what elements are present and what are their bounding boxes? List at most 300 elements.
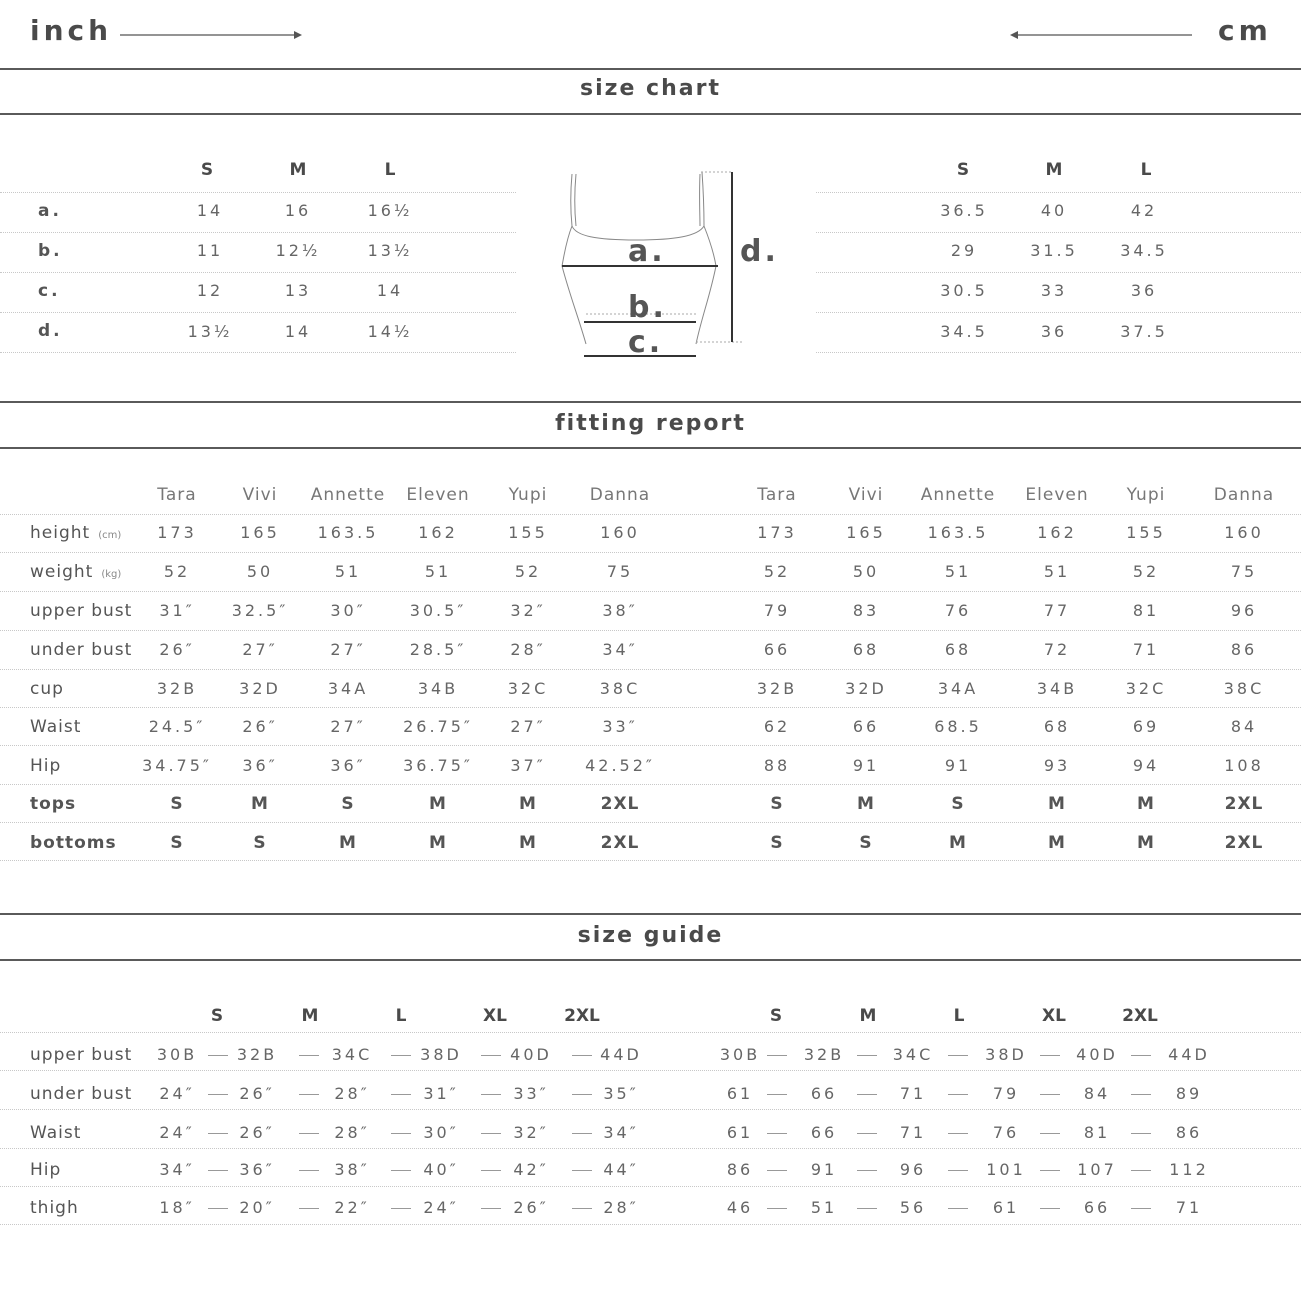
row-label-text: Waist: [30, 717, 82, 737]
fitting-cell: 69: [1132, 717, 1160, 736]
range-dash: [481, 1133, 501, 1134]
fitting-cell: 38C: [1223, 679, 1265, 698]
size-header: 2XL: [1122, 1006, 1158, 1026]
size-guide-cell: 30B: [719, 1045, 761, 1064]
row-label: thigh: [30, 1198, 79, 1218]
range-dash: [299, 1133, 319, 1134]
fitting-cell: M: [519, 794, 537, 814]
size-guide-cell: 44D: [1168, 1045, 1210, 1064]
fitting-cell: 163.5: [317, 523, 379, 542]
size-guide-cell: 42″: [513, 1160, 549, 1179]
fitting-cell: 52: [163, 562, 191, 581]
size-guide-cell: 96: [899, 1160, 927, 1179]
range-dash: [1040, 1133, 1060, 1134]
row-label-text: weight: [30, 562, 94, 582]
fitting-cell: 32B: [756, 679, 798, 698]
model-name: Danna: [1213, 485, 1275, 505]
diagram-label-a: a.: [628, 234, 666, 269]
size-guide-cell: 24″: [159, 1084, 195, 1103]
divider: [0, 959, 1301, 961]
size-header: XL: [1042, 1006, 1066, 1026]
fitting-cell: 42.52″: [585, 756, 655, 775]
size-guide-cell: 44″: [603, 1160, 639, 1179]
size-guide-cell: 18″: [159, 1198, 195, 1217]
fitting-cell: 38″: [602, 601, 638, 620]
fitting-cell: 81: [1132, 601, 1160, 620]
size-header: M: [301, 1006, 319, 1026]
row-label-text: bottoms: [30, 833, 117, 853]
fitting-cell: 51: [334, 562, 362, 581]
size-guide-cell: 31″: [423, 1084, 459, 1103]
size-chart-cell: 12½: [275, 241, 321, 260]
range-dash: [481, 1055, 501, 1056]
size-chart-cell: 14: [196, 201, 224, 220]
range-dash: [572, 1055, 592, 1056]
size-header: M: [1045, 160, 1063, 180]
range-dash: [481, 1094, 501, 1095]
row-label-text: tops: [30, 794, 77, 814]
model-name: Danna: [589, 485, 651, 505]
divider: [0, 401, 1301, 403]
size-guide-cell: 34C: [331, 1045, 373, 1064]
row-divider: [0, 707, 1301, 708]
fitting-cell: S: [951, 794, 965, 814]
fitting-cell: 36″: [242, 756, 278, 775]
range-dash: [767, 1133, 787, 1134]
range-dash: [767, 1208, 787, 1209]
size-chart-cell: 13: [284, 281, 312, 300]
model-name: Eleven: [406, 485, 470, 505]
unit-note: (cm): [98, 530, 122, 541]
fitting-cell: 160: [600, 523, 640, 542]
measure-label: c.: [38, 281, 61, 301]
range-dash: [948, 1133, 968, 1134]
fitting-cell: 37″: [510, 756, 546, 775]
size-guide-cell: 66: [1083, 1198, 1111, 1217]
size-guide-cell: 66: [810, 1123, 838, 1142]
inch-unit-label: inch: [30, 14, 113, 47]
row-divider: [0, 1186, 1301, 1187]
row-divider: [0, 1032, 1301, 1033]
range-dash: [391, 1170, 411, 1171]
model-name: Annette: [920, 485, 996, 505]
size-chart-cell: 12: [196, 281, 224, 300]
size-guide-cell: 26″: [513, 1198, 549, 1217]
row-divider: [0, 591, 1301, 592]
range-dash: [572, 1208, 592, 1209]
row-divider: [0, 1070, 1301, 1071]
range-dash: [299, 1170, 319, 1171]
size-header: 2XL: [564, 1006, 600, 1026]
fitting-cell: 108: [1224, 756, 1264, 775]
fitting-cell: 31″: [159, 601, 195, 620]
row-label: [30, 523, 121, 543]
size-guide-cell: 61: [992, 1198, 1020, 1217]
fitting-cell: 165: [846, 523, 886, 542]
range-dash: [391, 1208, 411, 1209]
range-dash: [1040, 1055, 1060, 1056]
fitting-cell: M: [1048, 794, 1066, 814]
size-header: S: [956, 160, 970, 180]
fitting-cell: 66: [763, 640, 791, 659]
row-divider: [0, 822, 1301, 823]
fitting-cell: M: [429, 833, 447, 853]
size-header: L: [395, 1006, 407, 1026]
range-dash: [299, 1094, 319, 1095]
range-dash: [208, 1094, 228, 1095]
fitting-cell: 32C: [507, 679, 549, 698]
size-guide-cell: 101: [986, 1160, 1026, 1179]
fitting-cell: 34.75″: [142, 756, 212, 775]
fitting-cell: 79: [763, 601, 791, 620]
range-dash: [572, 1094, 592, 1095]
size-guide-cell: 71: [1175, 1198, 1203, 1217]
size-guide-cell: 44D: [600, 1045, 642, 1064]
fitting-cell: 68: [852, 640, 880, 659]
size-chart-cell: 29: [950, 241, 978, 260]
fitting-cell: S: [341, 794, 355, 814]
row-label: [30, 794, 76, 814]
fitting-report-title: fitting report: [555, 411, 746, 436]
row-label-text: cup: [30, 679, 64, 699]
fitting-cell: M: [1048, 833, 1066, 853]
size-guide-cell: 28″: [334, 1123, 370, 1142]
fitting-cell: 32C: [1125, 679, 1167, 698]
range-dash: [391, 1094, 411, 1095]
fitting-cell: S: [770, 833, 784, 853]
fitting-cell: 34B: [1036, 679, 1078, 698]
size-guide-cell: 20″: [239, 1198, 275, 1217]
size-guide-cell: 61: [726, 1084, 754, 1103]
model-name: Tara: [157, 485, 197, 505]
row-label: upper bust: [30, 1045, 133, 1065]
row-label: [30, 756, 61, 776]
size-guide-cell: 32B: [236, 1045, 278, 1064]
fitting-cell: 163.5: [927, 523, 989, 542]
range-dash: [857, 1208, 877, 1209]
fitting-cell: S: [253, 833, 267, 853]
row-divider: [0, 784, 1301, 785]
fitting-cell: 75: [1230, 562, 1258, 581]
fitting-cell: 51: [1043, 562, 1071, 581]
measure-label: b.: [38, 241, 63, 261]
fitting-cell: 93: [1043, 756, 1071, 775]
fitting-cell: 32.5″: [231, 601, 289, 620]
range-dash: [1131, 1133, 1151, 1134]
fitting-cell: 28″: [510, 640, 546, 659]
range-dash: [948, 1094, 968, 1095]
size-guide-cell: 33″: [513, 1084, 549, 1103]
fitting-cell: 77: [1043, 601, 1071, 620]
fitting-cell: 2XL: [1224, 833, 1264, 853]
range-dash: [948, 1208, 968, 1209]
fitting-cell: 68: [944, 640, 972, 659]
diagram-label-d: d.: [740, 234, 779, 269]
size-guide-cell: 26″: [239, 1084, 275, 1103]
size-chart-cell: 36: [1130, 281, 1158, 300]
fitting-cell: 66: [852, 717, 880, 736]
fitting-cell: M: [949, 833, 967, 853]
fitting-cell: 34B: [417, 679, 459, 698]
row-label: [30, 833, 117, 853]
size-header: S: [210, 1006, 224, 1026]
row-divider: [0, 745, 1301, 746]
size-chart-cell: 30.5: [940, 281, 988, 300]
size-chart-cell: 36: [1040, 322, 1068, 341]
fitting-cell: 72: [1043, 640, 1071, 659]
fitting-cell: 162: [1037, 523, 1077, 542]
fitting-cell: M: [519, 833, 537, 853]
size-guide-cell: 35″: [603, 1084, 639, 1103]
model-name: Annette: [310, 485, 386, 505]
size-guide-title: size guide: [577, 923, 724, 948]
fitting-cell: 34A: [937, 679, 979, 698]
row-divider: [0, 669, 1301, 670]
unit-note: (kg): [101, 569, 122, 580]
fitting-cell: S: [170, 833, 184, 853]
fitting-cell: 36.75″: [403, 756, 473, 775]
size-guide-cell: 24″: [423, 1198, 459, 1217]
size-guide-cell: 61: [726, 1123, 754, 1142]
fitting-cell: S: [859, 833, 873, 853]
row-label: [30, 717, 81, 737]
size-chart-cell: 11: [196, 241, 224, 260]
fitting-cell: 76: [944, 601, 972, 620]
cm-unit-label: cm: [1218, 14, 1272, 47]
size-guide-cell: 28″: [603, 1198, 639, 1217]
size-header: S: [769, 1006, 783, 1026]
fitting-cell: 28.5″: [409, 640, 467, 659]
row-divider: [0, 552, 1301, 553]
size-guide-cell: 40″: [423, 1160, 459, 1179]
size-chart-cell: 33: [1040, 281, 1068, 300]
size-guide-cell: 34″: [603, 1123, 639, 1142]
fitting-cell: 27″: [510, 717, 546, 736]
fitting-cell: S: [770, 794, 784, 814]
fitting-cell: 96: [1230, 601, 1258, 620]
fitting-cell: 91: [944, 756, 972, 775]
size-chart-cell: 40: [1040, 201, 1068, 220]
size-guide-cell: 84: [1083, 1084, 1111, 1103]
size-guide-cell: 40D: [1076, 1045, 1118, 1064]
size-chart-cell: 14: [376, 281, 404, 300]
divider: [0, 447, 1301, 449]
size-chart-cell: 36.5: [940, 201, 988, 220]
fitting-cell: 86: [1230, 640, 1258, 659]
range-dash: [767, 1055, 787, 1056]
size-guide-cell: 38D: [420, 1045, 462, 1064]
fitting-cell: 155: [1126, 523, 1166, 542]
row-divider: [0, 860, 1301, 861]
range-dash: [1131, 1208, 1151, 1209]
fitting-cell: M: [1137, 833, 1155, 853]
fitting-cell: 27″: [330, 640, 366, 659]
row-label-text: Hip: [30, 756, 62, 776]
left-arrow-icon: [1008, 28, 1194, 42]
model-name: Vivi: [848, 485, 884, 505]
range-dash: [299, 1055, 319, 1056]
fitting-cell: 26″: [242, 717, 278, 736]
range-dash: [208, 1170, 228, 1171]
size-chart-cell: 31.5: [1030, 241, 1078, 260]
range-dash: [948, 1170, 968, 1171]
size-guide-cell: 107: [1077, 1160, 1117, 1179]
fitting-cell: 30.5″: [409, 601, 467, 620]
range-dash: [1131, 1170, 1151, 1171]
fitting-cell: 32D: [239, 679, 281, 698]
size-guide-cell: 34C: [892, 1045, 934, 1064]
fitting-cell: 51: [424, 562, 452, 581]
size-guide-cell: 71: [899, 1123, 927, 1142]
fitting-cell: 32D: [845, 679, 887, 698]
range-dash: [208, 1055, 228, 1056]
size-guide-cell: 51: [810, 1198, 838, 1217]
range-dash: [481, 1208, 501, 1209]
range-dash: [572, 1170, 592, 1171]
fitting-cell: 173: [157, 523, 197, 542]
row-divider: [0, 514, 1301, 515]
size-header: L: [1140, 160, 1152, 180]
size-chart-cell: 34.5: [1120, 241, 1168, 260]
fitting-cell: M: [1137, 794, 1155, 814]
range-dash: [1131, 1055, 1151, 1056]
fitting-cell: 51: [944, 562, 972, 581]
fitting-cell: 160: [1224, 523, 1264, 542]
row-divider: [0, 630, 1301, 631]
size-chart-cell: 13½: [187, 322, 233, 341]
size-guide-cell: 89: [1175, 1084, 1203, 1103]
size-guide-cell: 34″: [159, 1160, 195, 1179]
fitting-cell: 36″: [330, 756, 366, 775]
fitting-cell: M: [429, 794, 447, 814]
fitting-cell: 68.5: [934, 717, 982, 736]
measure-label: d.: [38, 321, 63, 341]
model-name: Vivi: [242, 485, 278, 505]
fitting-cell: 26.75″: [403, 717, 473, 736]
model-name: Yupi: [508, 485, 548, 505]
size-guide-cell: 26″: [239, 1123, 275, 1142]
fitting-cell: 50: [246, 562, 274, 581]
row-label-text: upper bust: [30, 601, 133, 621]
diagram-label-b: b.: [628, 290, 667, 325]
size-chart-cell: 14½: [367, 322, 413, 341]
size-chart-cell: 16½: [367, 201, 413, 220]
fitting-cell: 173: [757, 523, 797, 542]
range-dash: [857, 1094, 877, 1095]
fitting-cell: 38C: [599, 679, 641, 698]
fitting-cell: 26″: [159, 640, 195, 659]
size-guide-cell: 24″: [159, 1123, 195, 1142]
row-label: [30, 679, 64, 699]
range-dash: [481, 1170, 501, 1171]
fitting-cell: 33″: [602, 717, 638, 736]
range-dash: [1040, 1208, 1060, 1209]
fitting-cell: 32″: [510, 601, 546, 620]
row-divider: [0, 1224, 1301, 1225]
fitting-cell: 32B: [156, 679, 198, 698]
fitting-cell: 2XL: [600, 794, 640, 814]
size-chart-title: size chart: [580, 76, 721, 101]
size-guide-cell: 86: [726, 1160, 754, 1179]
row-label: Waist: [30, 1123, 82, 1143]
fitting-cell: 162: [418, 523, 458, 542]
size-guide-cell: 30″: [423, 1123, 459, 1142]
fitting-cell: S: [170, 794, 184, 814]
size-chart-cell: 13½: [367, 241, 413, 260]
range-dash: [208, 1208, 228, 1209]
size-chart-cell: 42: [1130, 201, 1158, 220]
fitting-cell: 34A: [327, 679, 369, 698]
fitting-cell: 24.5″: [148, 717, 206, 736]
size-chart-cell: 34.5: [940, 322, 988, 341]
fitting-cell: 68: [1043, 717, 1071, 736]
size-guide-cell: 81: [1083, 1123, 1111, 1142]
divider: [0, 113, 1301, 115]
range-dash: [572, 1133, 592, 1134]
fitting-cell: 30″: [330, 601, 366, 620]
row-divider: [0, 1148, 1301, 1149]
model-name: Tara: [757, 485, 797, 505]
size-guide-cell: 28″: [334, 1084, 370, 1103]
fitting-cell: 165: [240, 523, 280, 542]
fitting-cell: 50: [852, 562, 880, 581]
row-label-text: height: [30, 523, 91, 543]
size-guide-cell: 91: [810, 1160, 838, 1179]
size-guide-cell: 76: [992, 1123, 1020, 1142]
diagram-label-c: c.: [628, 325, 664, 360]
size-guide-cell: 46: [726, 1198, 754, 1217]
range-dash: [857, 1170, 877, 1171]
right-arrow-icon: [118, 28, 304, 42]
size-header: M: [859, 1006, 877, 1026]
fitting-cell: 52: [1132, 562, 1160, 581]
garment-diagram: [556, 166, 796, 362]
row-label-text: under bust: [30, 640, 133, 660]
fitting-cell: 27″: [330, 717, 366, 736]
range-dash: [391, 1133, 411, 1134]
range-dash: [1040, 1170, 1060, 1171]
size-guide-cell: 66: [810, 1084, 838, 1103]
size-guide-cell: 79: [992, 1084, 1020, 1103]
size-guide-cell: 38D: [985, 1045, 1027, 1064]
fitting-cell: M: [857, 794, 875, 814]
fitting-cell: 94: [1132, 756, 1160, 775]
range-dash: [391, 1055, 411, 1056]
size-guide-cell: 71: [899, 1084, 927, 1103]
fitting-cell: M: [251, 794, 269, 814]
size-chart-cell: 16: [284, 201, 312, 220]
measure-label: a.: [38, 201, 62, 221]
size-guide-cell: 40D: [510, 1045, 552, 1064]
size-guide-cell: 32B: [803, 1045, 845, 1064]
fitting-cell: 71: [1132, 640, 1160, 659]
fitting-cell: 84: [1230, 717, 1258, 736]
size-guide-cell: 38″: [334, 1160, 370, 1179]
size-header: M: [289, 160, 307, 180]
range-dash: [299, 1208, 319, 1209]
row-label: [30, 562, 121, 582]
row-divider: [0, 1109, 1301, 1110]
size-header: S: [200, 160, 214, 180]
fitting-cell: 83: [852, 601, 880, 620]
fitting-cell: 155: [508, 523, 548, 542]
range-dash: [857, 1055, 877, 1056]
fitting-cell: 62: [763, 717, 791, 736]
fitting-cell: 91: [852, 756, 880, 775]
fitting-cell: 2XL: [1224, 794, 1264, 814]
fitting-cell: 34″: [602, 640, 638, 659]
divider: [0, 913, 1301, 915]
